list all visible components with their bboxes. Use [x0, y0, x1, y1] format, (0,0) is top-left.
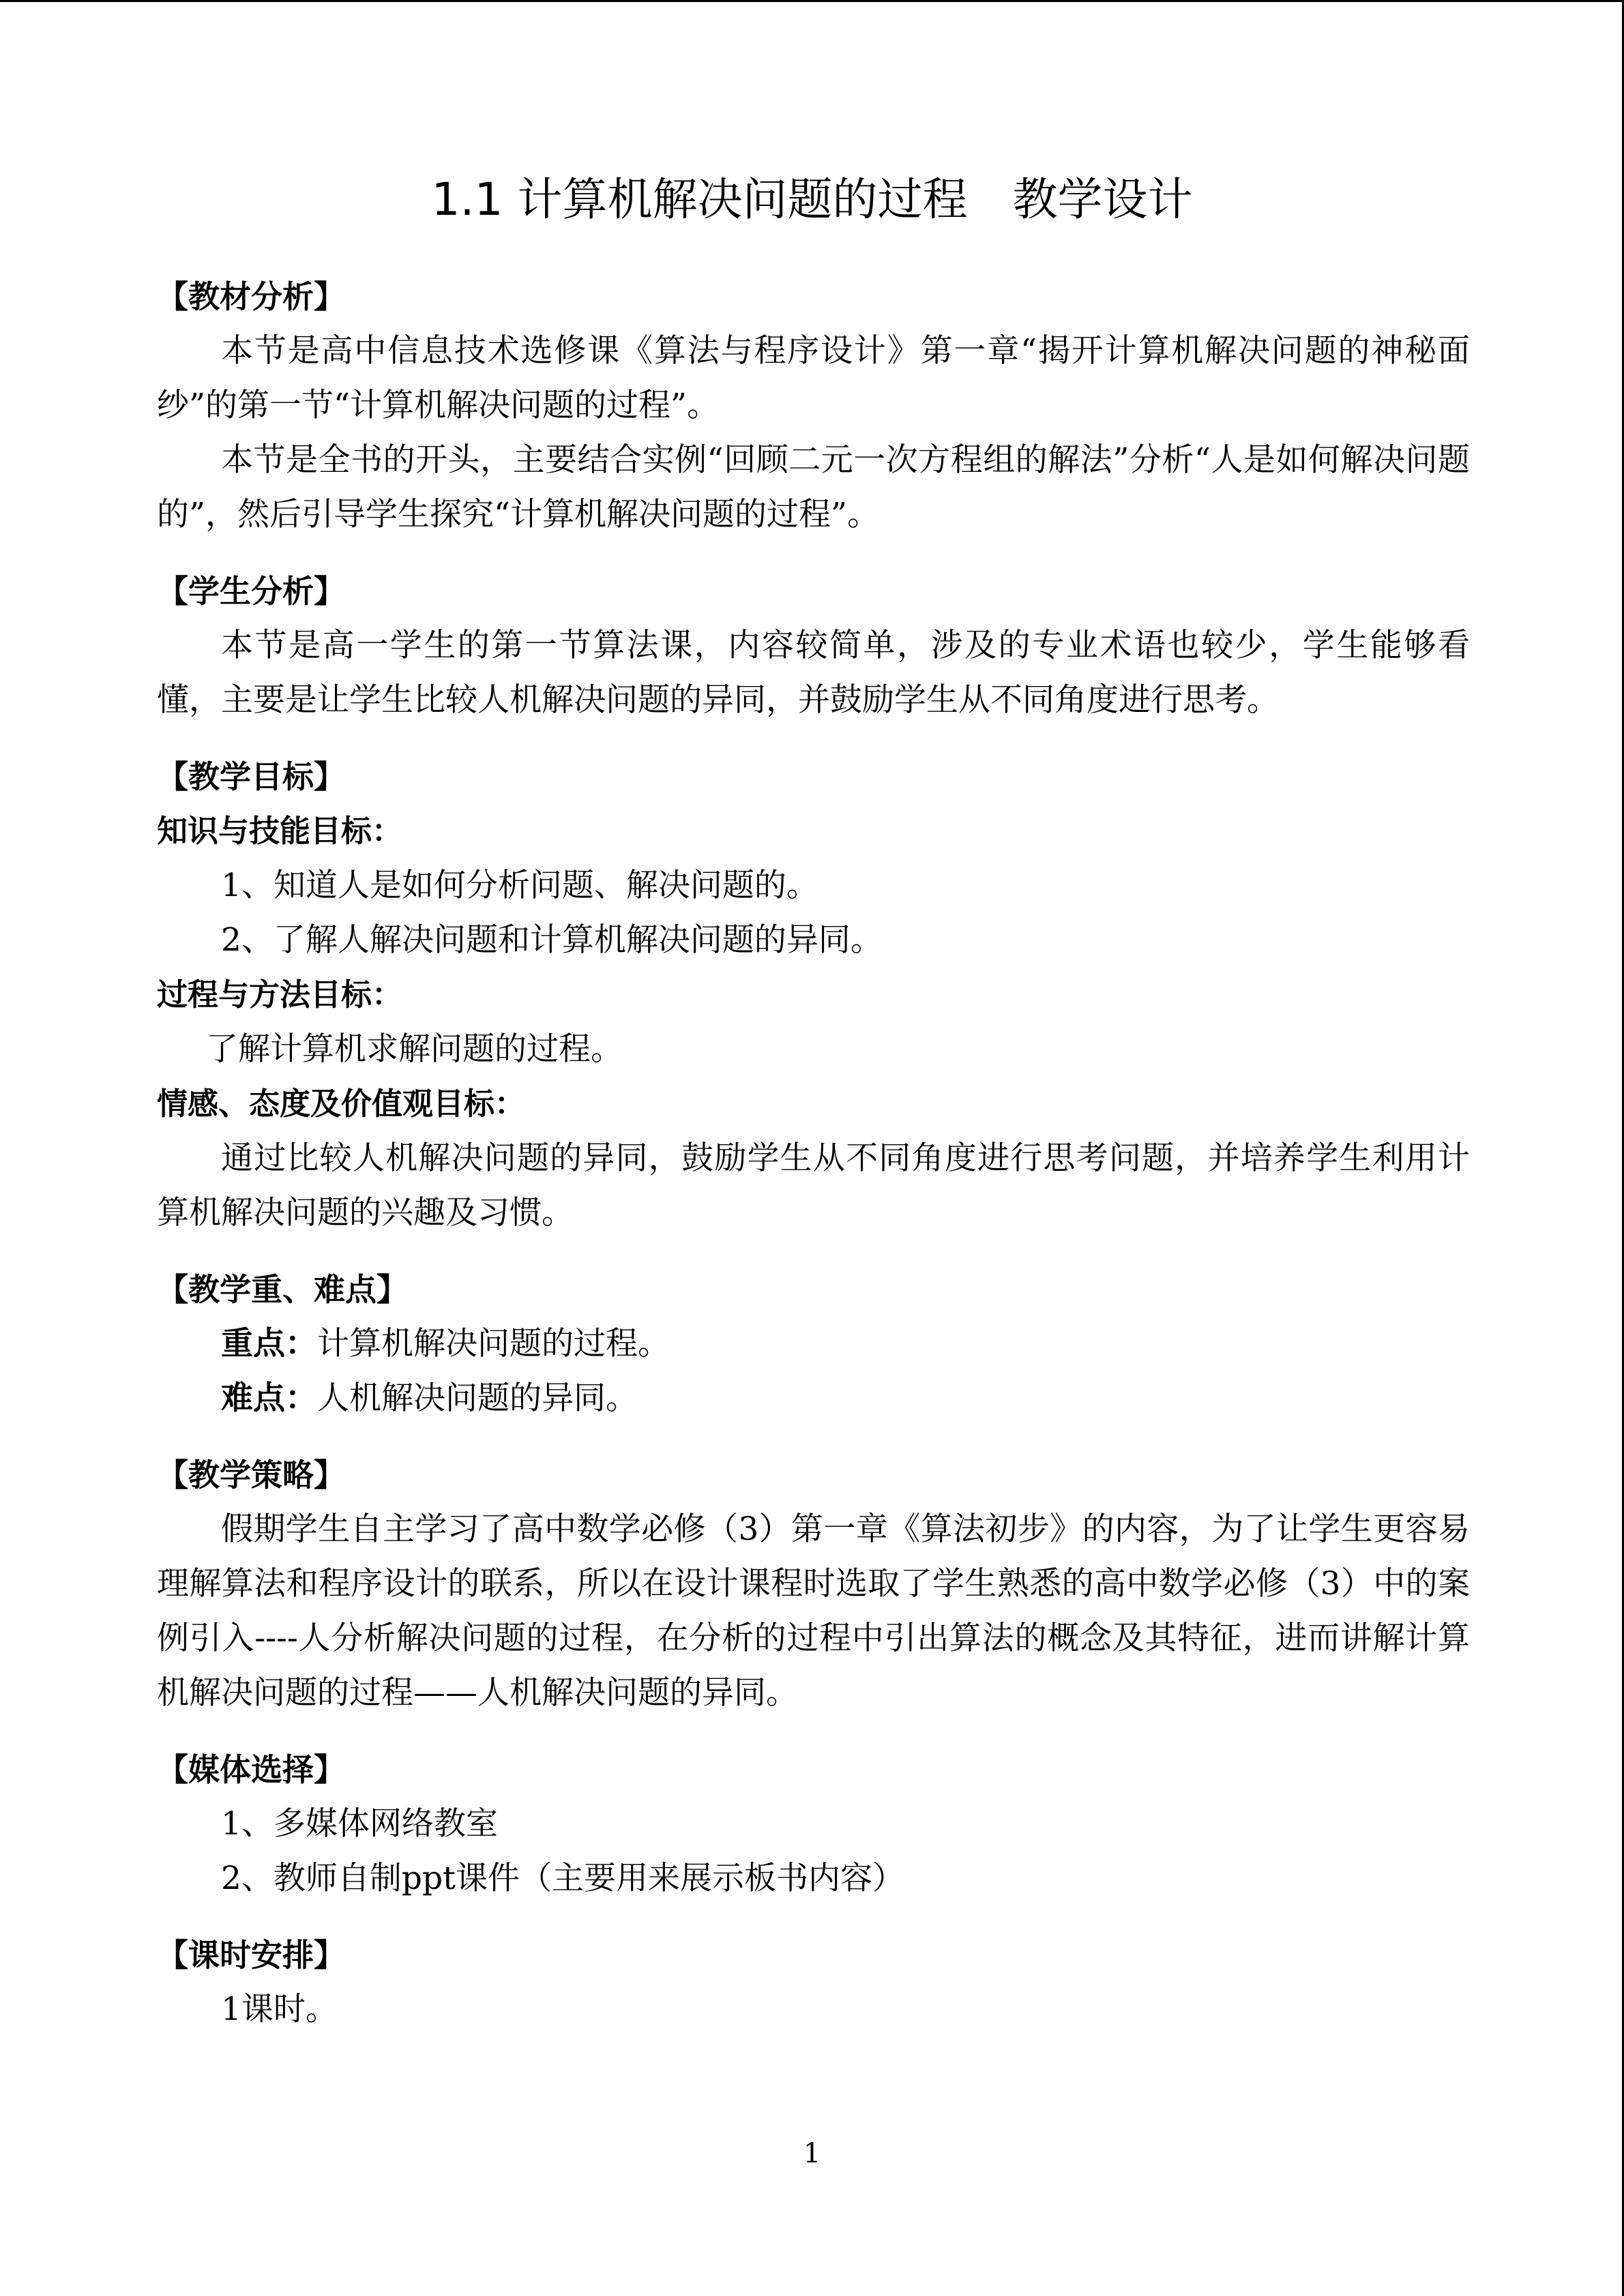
difficult-point-line — [157, 1371, 1470, 1426]
media-item: 2、教师自制ppt课件（主要用来展示板书内容） — [221, 1860, 904, 1897]
page-title: 1.1 计算机解决问题的过程 教学设计 — [431, 173, 1193, 226]
material-paragraph-2: 本节是全书的开头，主要结合实例“回顾二元一次方程组的解法”分析“人是如何解决问题的”，然后引导学生探究“计算机解决问题的过程”。 — [157, 441, 1470, 533]
process-goal-label: 过程与方法目标： — [157, 976, 403, 1013]
emotion-goal-label: 情感、态度及价值观目标： — [157, 1086, 526, 1122]
heading-teaching-goals: 【教学目标】 — [157, 758, 345, 795]
key-point-text: 计算机解决问题的过程。 — [317, 1325, 670, 1362]
knowledge-goal-item: 1、知道人是如何分析问题、解决问题的。 — [221, 867, 818, 904]
heading-teaching-strategy: 【教学策略】 — [157, 1457, 345, 1493]
key-point-line — [157, 1317, 1470, 1371]
difficult-point-label: 难点： — [221, 1380, 317, 1417]
document-body — [157, 269, 1470, 2037]
heading-material-analysis: 【教材分析】 — [157, 278, 345, 315]
knowledge-goal-label: 知识与技能目标： — [157, 813, 403, 849]
page-number: 1 — [803, 2138, 821, 2169]
key-point-label: 重点： — [221, 1325, 317, 1362]
heading-student-analysis: 【学生分析】 — [157, 573, 345, 610]
heading-key-points: 【教学重、难点】 — [157, 1271, 408, 1308]
media-item: 1、多媒体网络教室 — [221, 1805, 498, 1843]
heading-class-schedule: 【课时安排】 — [157, 1937, 345, 1973]
process-goal-text: 了解计算机求解问题的过程。 — [206, 1030, 623, 1068]
material-paragraph-1: 本节是高中信息技术选修课《算法与程序设计》第一章“揭开计算机解决问题的神秘面纱”的第一节“计算机解决问题的过程”。 — [157, 332, 1470, 424]
knowledge-goal-item: 2、了解人解决问题和计算机解决问题的异同。 — [221, 921, 883, 959]
student-paragraph: 本节是高一学生的第一节算法课，内容较简单，涉及的专业术语也较少，学生能够看懂，主要是让学生比较人机解决问题的异同，并鼓励学生从不同角度进行思考。 — [157, 627, 1470, 719]
strategy-paragraph: 假期学生自主学习了高中数学必修（3）第一章《算法初步》的内容，为了让学生更容易理解算法和程序设计的联系，所以在设计课程时选取了学生熟悉的高中数学必修（3）中的案例引入----人分析解决问题的过程，在分析的过程中引出算法的概念及其特征，进而讲解计算机解决问题的过程——人机解决问题的异同。 — [157, 1510, 1470, 1712]
schedule-text: 1课时。 — [221, 1991, 338, 2028]
emotion-goal-text: 通过比较人机解决问题的异同，鼓励学生从不同角度进行思考问题，并培养学生利用计算机解决问题的兴趣及习惯。 — [157, 1139, 1470, 1232]
difficult-point-text: 人机解决问题的异同。 — [317, 1380, 638, 1417]
heading-media-selection: 【媒体选择】 — [157, 1751, 345, 1788]
